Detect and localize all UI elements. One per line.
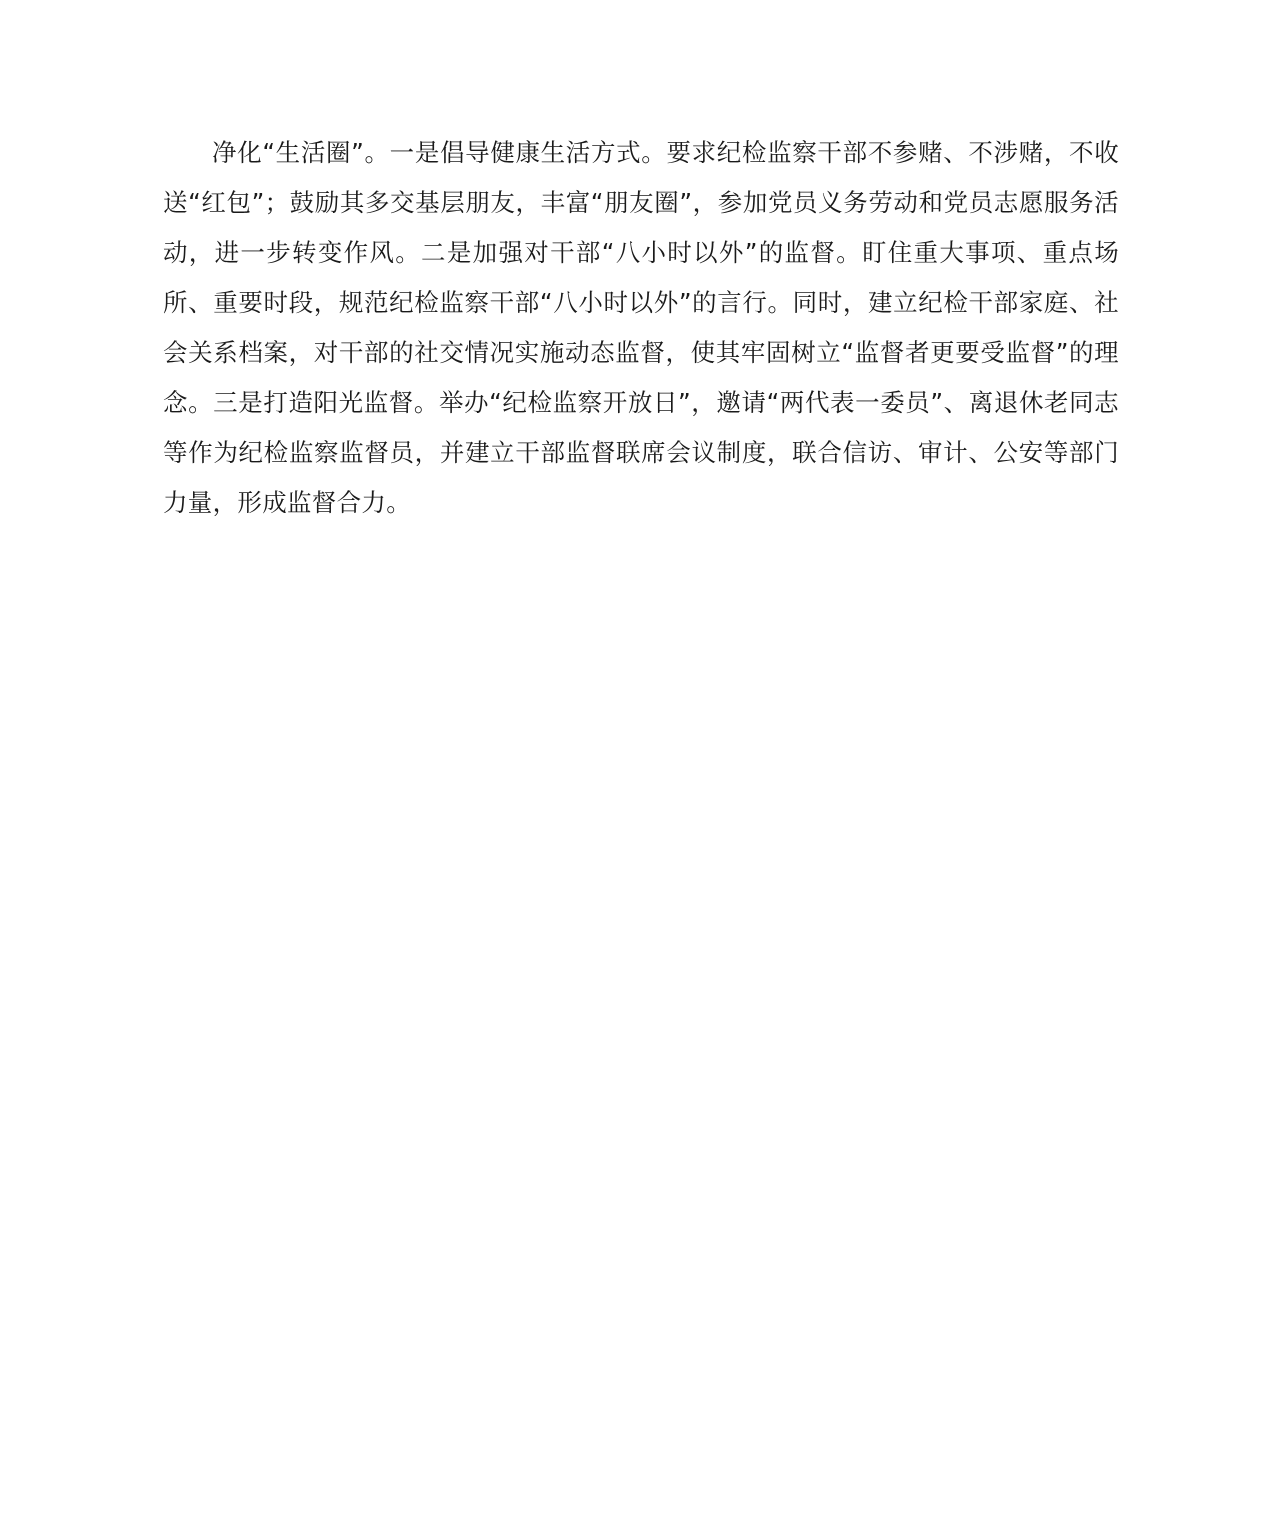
body-paragraph: 净化“生活圈”。一是倡导健康生活方式。要求纪检监察干部不参赌、不涉赌，不收送“红包”；鼓励其多交基层朋友，丰富“朋友圈”，参加党员义务劳动和党员志愿服务活动，进一步转变作风。二是加强对干部“八小时以外”的监督。盯住重大事项、重点场所、重要时段，规范纪检监察干部“八小时以外”的言行。同时，建立纪检干部家庭、社会关系档案，对干部的社交情况实施动态监督，使其牢固树立“监督者更要受监督”的理念。三是打造阳光监督。举办“纪检监察开放日”，邀请“两代表一委员”、离退休老同志等作为纪检监察监督员，并建立干部监督联席会议制度，联合信访、审计、公安等部门力量，形成监督合力。 — [163, 138, 1119, 517]
